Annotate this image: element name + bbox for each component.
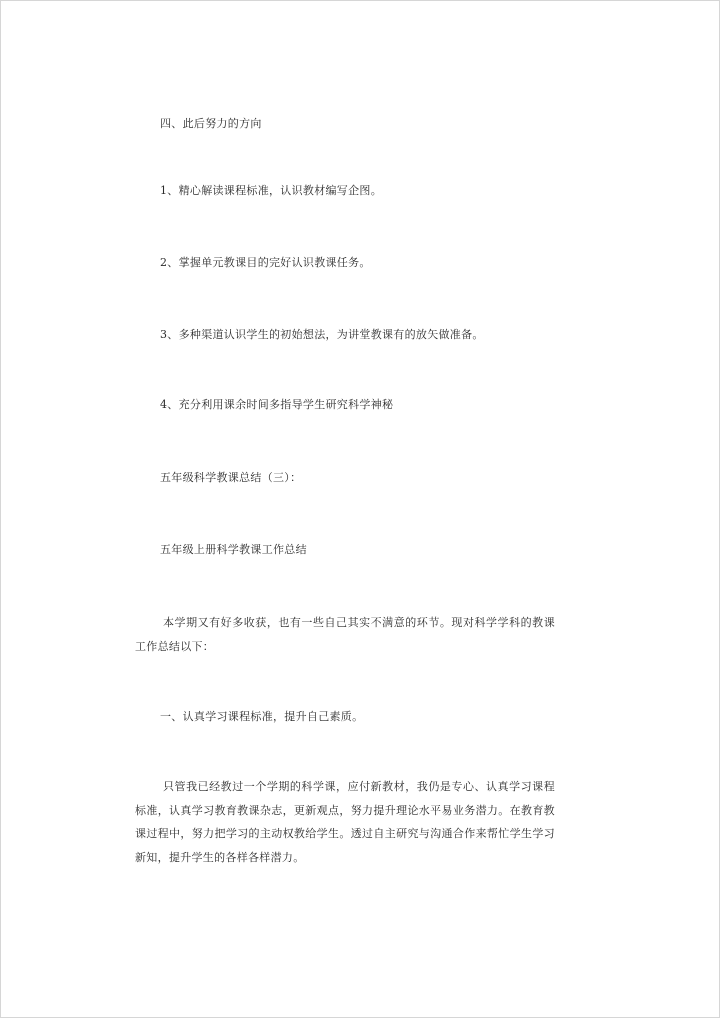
list-item-2: 2、掌握单元教课目的完好认识教课任务。 — [160, 256, 371, 269]
section-1-heading: 一、认真学习课程标准，提升自己素质。 — [160, 710, 364, 723]
section-heading-4: 四、此后努力的方向 — [160, 117, 262, 130]
intro-paragraph: 本学期又有好多收获，也有一些自己其实不满意的环节。现对科学学科的教课工作总结以下： — [135, 616, 555, 653]
list-item-1: 1、精心解读课程标准，认识教材编写企图。 — [160, 184, 382, 197]
list-item-3: 3、多种渠道认识学生的初始想法，为讲堂教课有的放矢做准备。 — [160, 328, 484, 341]
summary-subtitle: 五年级上册科学教课工作总结 — [160, 543, 307, 556]
summary-title: 五年级科学教课总结（三）： — [160, 471, 302, 484]
section-1-body: 只管我已经教过一个学期的科学课，应付新教材，我仍是专心、认真学习课程标准，认真学习教育教课杂志，更新观点，努力提升理论水平易业务潜力。在教育教课过程中，努力把学习的主动权教给学生。透过自主研究与沟通合作来帮忙学生学习新知，提升学生的各样各样潜力。 — [135, 780, 555, 864]
list-item-4: 4、充分利用课余时间多指导学生研究科学神秘 — [160, 398, 394, 411]
